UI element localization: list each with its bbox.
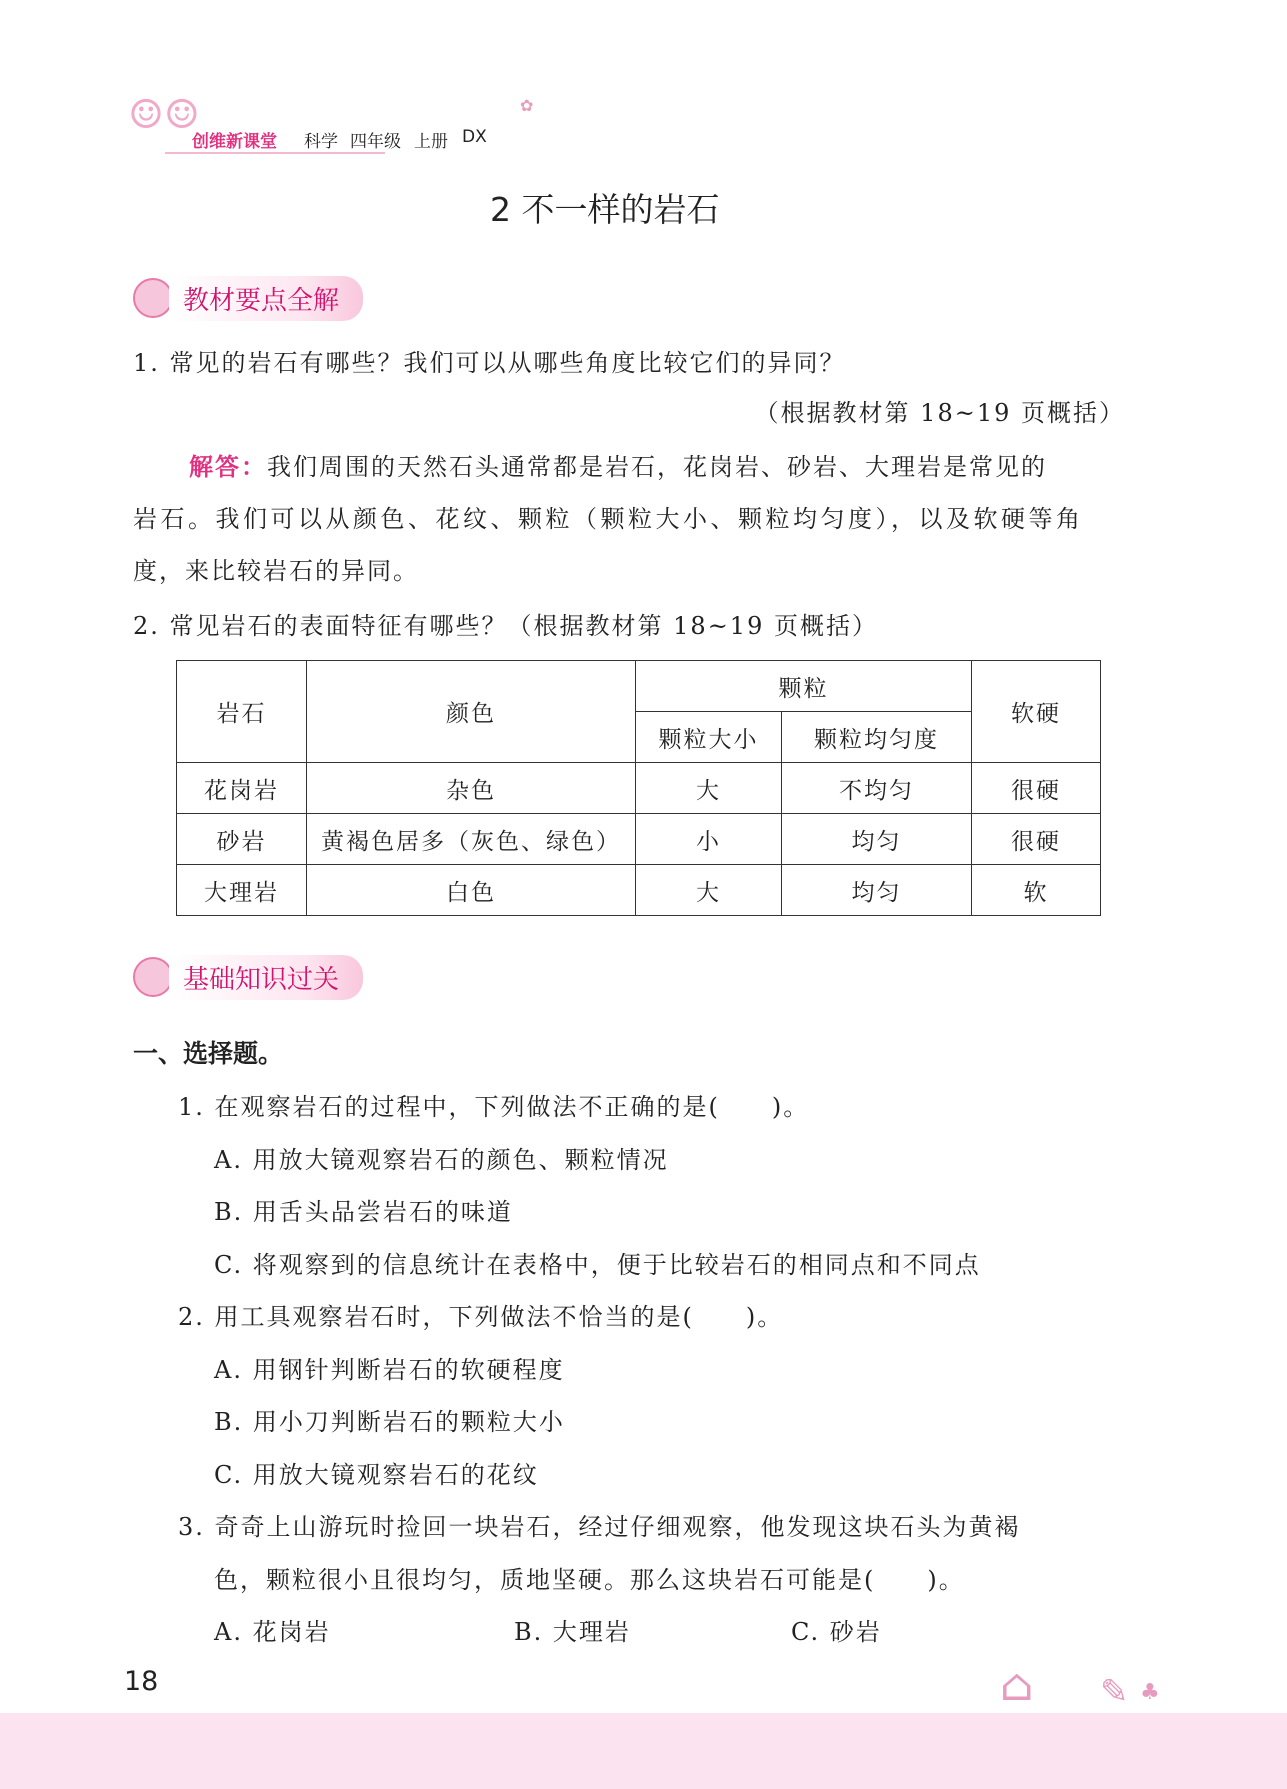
- edition: DX: [462, 127, 487, 147]
- cell: 白色: [307, 865, 636, 916]
- volume: 上册: [414, 132, 448, 152]
- cell: 很硬: [972, 763, 1101, 814]
- part-heading: 一、选择题。: [133, 1039, 284, 1068]
- footer-band: [0, 1713, 1287, 1789]
- header-line: [165, 152, 385, 154]
- th-rock: 岩石: [177, 661, 307, 763]
- answer-line: 我们周围的天然石头通常都是岩石，花岗岩、砂岩、大理岩是常见的: [267, 453, 1047, 481]
- option: A. 用钢针判断岩石的软硬程度: [214, 1356, 565, 1384]
- question-stem: 2. 用工具观察岩石时，下列做法不恰当的是( )。: [178, 1303, 784, 1331]
- cell: 砂岩: [177, 814, 307, 865]
- question-1-source: （根据教材第 18~19 页概括）: [754, 399, 1125, 427]
- option: C. 用放大镜观察岩石的花纹: [214, 1461, 539, 1489]
- grade: 四年级: [350, 132, 401, 152]
- option: C. 将观察到的信息统计在表格中，便于比较岩石的相同点和不同点: [214, 1251, 981, 1279]
- th-grain-size: 颗粒大小: [636, 712, 782, 763]
- question-2: 2. 常见岩石的表面特征有哪些？（根据教材第 18~19 页概括）: [133, 612, 878, 640]
- rock-table: [176, 660, 1101, 916]
- option: A. 花岗岩: [214, 1618, 331, 1646]
- section-header-key-points: 教材要点全解: [133, 278, 363, 318]
- table-row: [177, 814, 1101, 865]
- option: B. 用小刀判断岩石的颗粒大小: [214, 1408, 565, 1436]
- cell: 很硬: [972, 814, 1101, 865]
- flower-icon: ✿: [520, 96, 534, 115]
- mascot-icon: [133, 278, 173, 318]
- cell: 均匀: [782, 814, 972, 865]
- brand: 创维新课堂: [192, 132, 277, 152]
- answer-label: 解答：: [189, 453, 267, 481]
- answer-line: 岩石。我们可以从颜色、花纹、颗粒（颗粒大小、颗粒均匀度），以及软硬等角: [133, 505, 1084, 533]
- question-stem: 3. 奇奇上山游玩时捡回一块岩石，经过仔细观察，他发现这块石头为黄褐: [178, 1513, 1021, 1541]
- cell: 不均匀: [782, 763, 972, 814]
- option: B. 大理岩: [514, 1618, 631, 1646]
- castle-icon: ⌂: [1000, 1660, 1034, 1711]
- subject: 科学: [304, 132, 338, 152]
- section-header-basics: 基础知识过关: [133, 957, 363, 997]
- table-row: [177, 865, 1101, 916]
- option: A. 用放大镜观察岩石的颜色、颗粒情况: [214, 1146, 669, 1174]
- cell: 杂色: [307, 763, 636, 814]
- cell: 大理岩: [177, 865, 307, 916]
- th-grain: 颗粒: [636, 661, 972, 712]
- tree-icon: ♣: [1140, 1680, 1160, 1705]
- th-color: 颜色: [307, 661, 636, 763]
- cell: 软: [972, 865, 1101, 916]
- option: C. 砂岩: [791, 1618, 882, 1646]
- cell: 小: [636, 814, 782, 865]
- mascot-icon: [133, 957, 173, 997]
- kids-illustration-icon: ☺☺: [128, 92, 200, 138]
- option: B. 用舌头品尝岩石的味道: [214, 1198, 513, 1226]
- question-1: 1. 常见的岩石有哪些？我们可以从哪些角度比较它们的异同？: [133, 349, 846, 377]
- th-hardness: 软硬: [972, 661, 1101, 763]
- th-grain-uniformity: 颗粒均匀度: [782, 712, 972, 763]
- table-row: [177, 763, 1101, 814]
- cell: 均匀: [782, 865, 972, 916]
- question-stem: 1. 在观察岩石的过程中，下列做法不正确的是( )。: [178, 1093, 810, 1121]
- cell: 大: [636, 865, 782, 916]
- cell: 大: [636, 763, 782, 814]
- answer-line: 度，来比较岩石的异同。: [133, 557, 419, 585]
- page-number: 18: [124, 1666, 159, 1697]
- pencil-icon: ✎: [1100, 1672, 1129, 1712]
- cell: 花岗岩: [177, 763, 307, 814]
- page-title: 2 不一样的岩石: [490, 190, 720, 229]
- cell: 黄褐色居多（灰色、绿色）: [307, 814, 636, 865]
- question-stem-cont: 色，颗粒很小且很均匀，质地坚硬。那么这块岩石可能是( )。: [214, 1566, 965, 1594]
